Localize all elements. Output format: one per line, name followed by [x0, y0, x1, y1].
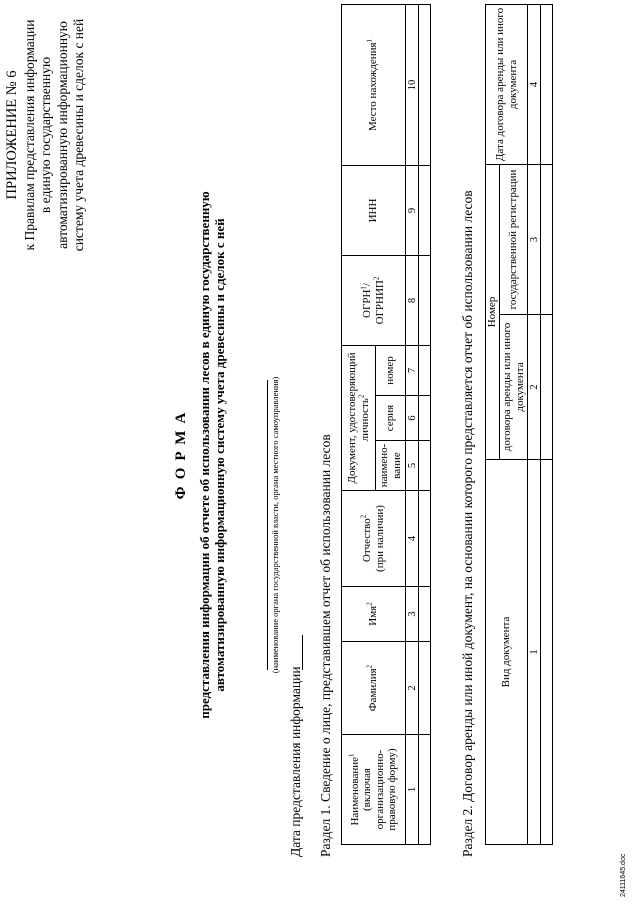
- footer-doc-code: 24111645.doc: [620, 853, 627, 897]
- org-caption: (наименование органа государственной власти, органа местного самоуправления): [270, 376, 280, 674]
- header-doc-name: наимено-вание: [376, 441, 406, 491]
- footnote-mark: 2: [359, 514, 368, 519]
- footnote-mark: 1: [346, 753, 355, 757]
- data-cell: [541, 4, 553, 164]
- header-surname-label: Фамилия: [367, 668, 380, 712]
- header-patronymic-note: (при наличии): [373, 505, 386, 572]
- appendix-line: в единую государственную: [38, 56, 53, 214]
- header-ogrnip-label: ОГРНИП: [373, 280, 386, 325]
- header-patronymic: [342, 491, 406, 587]
- header-contract-number: договора аренды или иного документа: [500, 315, 528, 460]
- form-subtitle-line: автоматизированную информационную систему учета древесины и сделок с ней: [211, 218, 227, 692]
- data-cell: [419, 255, 431, 345]
- header-location: [342, 4, 406, 165]
- header-inn: ИНН: [342, 165, 406, 255]
- appendix-line: автоматизированную информационную: [54, 21, 70, 249]
- header-surname: [342, 642, 406, 735]
- header-first-name: [342, 587, 406, 642]
- column-number-row: [528, 4, 541, 844]
- column-number: 4: [528, 4, 541, 164]
- section1-table: [341, 4, 431, 845]
- data-cell: [541, 460, 553, 845]
- header-name-label: Наименование: [348, 756, 361, 826]
- data-cell: [419, 165, 431, 255]
- column-number: 7: [406, 345, 419, 395]
- column-number: 1: [406, 735, 419, 845]
- footnote-mark: 2: [365, 664, 374, 669]
- appendix-line: к Правилам представления информации: [21, 19, 37, 251]
- appendix-block: [4, 5, 88, 265]
- column-number: 1: [528, 460, 541, 845]
- header-ogrn: ОГРН$^1$/ ОГРНИП$^2$: [342, 255, 406, 345]
- data-cell: [419, 491, 431, 587]
- column-number: 6: [406, 396, 419, 441]
- data-row-empty: [419, 4, 431, 844]
- section1-title: Раздел 1. Сведение о лице, представившем отчет об использовании лесов: [318, 434, 333, 857]
- column-number: 9: [406, 165, 419, 255]
- section2-title: Раздел 2. Договор аренды или иной документ, на основании которого представляется отчет об использовании лесов: [460, 190, 475, 857]
- data-cell: [541, 315, 553, 460]
- column-number: 8: [406, 255, 419, 345]
- data-cell: [419, 441, 431, 491]
- form-title: ФОРМА: [173, 405, 189, 500]
- column-number: 5: [406, 441, 419, 491]
- header-location-label: Место нахождения: [367, 42, 380, 132]
- data-cell: [419, 396, 431, 441]
- appendix-line: систему учета древесины и сделок с ней: [71, 18, 86, 252]
- table-header-row: [342, 4, 376, 844]
- column-number: 3: [528, 164, 541, 314]
- org-name-line: [267, 380, 268, 670]
- data-cell: [419, 735, 431, 845]
- header-doc-number: номер: [376, 345, 406, 395]
- header-id-doc: [342, 345, 376, 490]
- column-number-row: [406, 4, 419, 844]
- header-doc-series: серия: [376, 396, 406, 441]
- footnote-mark: 1: [365, 38, 374, 43]
- data-row-empty: [541, 4, 553, 844]
- header-contract-date: Дата договора аренды или иного документа: [486, 4, 528, 164]
- footnote-mark: 1: [359, 286, 368, 290]
- footnote-mark: 2: [371, 276, 380, 281]
- header-name-note: (включая организационно-правовую форму): [361, 748, 398, 831]
- column-number: 2: [406, 642, 419, 735]
- footnote-mark: 2: [365, 602, 374, 606]
- form-subtitle: [198, 155, 227, 755]
- header-first-name-label: Имя: [367, 605, 380, 626]
- data-cell: [419, 345, 431, 395]
- header-doc-type: Вид документа: [486, 460, 528, 845]
- header-id-doc-label: Документ, удостоверяющий личность: [346, 352, 371, 484]
- column-number: 10: [406, 4, 419, 165]
- data-cell: [419, 4, 431, 165]
- header-patronymic-label: Отчество: [361, 518, 373, 563]
- form-subtitle-line: представления информации об отчете об использовании лесов в единую государственную: [197, 191, 212, 719]
- header-ogrn-label: ОГРН: [361, 289, 373, 318]
- data-cell: [419, 587, 431, 642]
- column-number: 4: [406, 491, 419, 587]
- column-number: 2: [528, 315, 541, 460]
- date-line: [302, 635, 303, 670]
- date-label: Дата представления информации: [288, 666, 303, 857]
- data-cell: [419, 642, 431, 735]
- data-cell: [541, 164, 553, 314]
- column-number: 3: [406, 587, 419, 642]
- header-name: [342, 735, 406, 845]
- header-reg-number: государственной регистрации: [500, 164, 528, 314]
- section2-table: [485, 4, 553, 845]
- header-number: Номер: [486, 164, 500, 459]
- table-header-row: [486, 4, 500, 844]
- appendix-title: ПРИЛОЖЕНИЕ № 6: [4, 70, 20, 200]
- footnote-mark: 2: [356, 394, 365, 399]
